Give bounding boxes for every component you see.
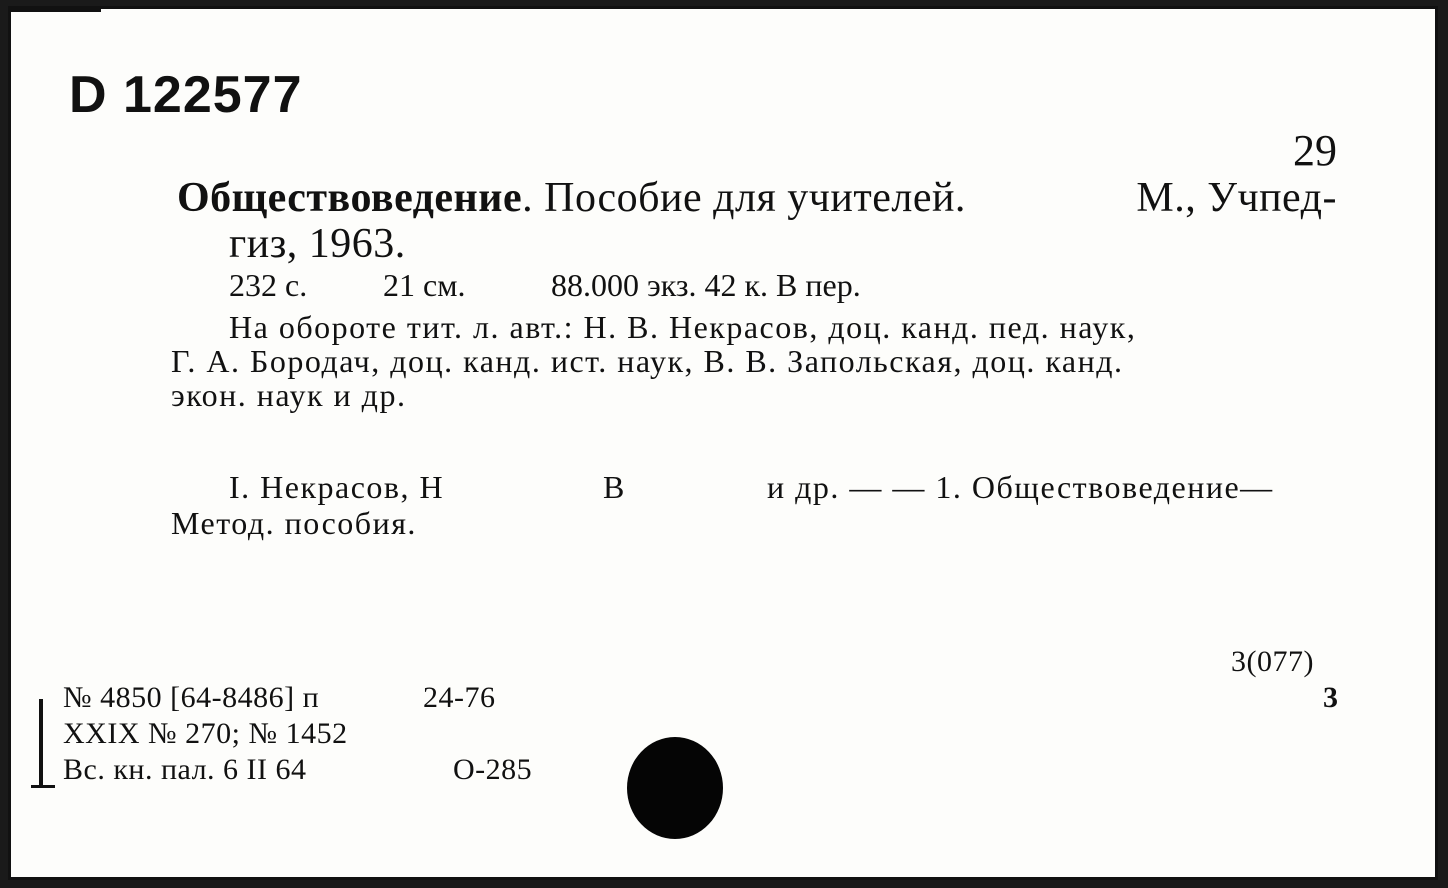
punch-hole xyxy=(627,737,723,839)
bracket-foot-mark xyxy=(31,785,55,788)
publisher-cont: гиз, 1963. xyxy=(229,221,406,267)
title-bold: Обществоведение xyxy=(177,175,523,221)
title-rest: . Пособие для учителей. xyxy=(522,175,966,221)
physical-copies-price: 88.000 экз. 42 к. В пер. xyxy=(551,267,861,303)
tracing-subject: и др. — — 1. Обществоведение— xyxy=(767,469,1274,505)
tracing-author: I. Некрасов, Н xyxy=(229,469,445,505)
shelf-mark: D 122577 xyxy=(69,66,303,124)
note-line-3: экон. наук и др. xyxy=(171,377,407,413)
tracing-line-2: Метод. пособия. xyxy=(171,505,417,541)
physical-pages: 232 с. xyxy=(229,267,308,303)
publisher: М., Учпед- xyxy=(1136,175,1337,221)
physical-size: 21 см. xyxy=(383,267,466,303)
note-line-1: На обороте тит. л. авт.: Н. В. Некрасов, доц. канд. пед. наук, xyxy=(229,309,1137,345)
footer-line-2: XXIX № 270; № 1452 xyxy=(63,717,348,750)
classification-code: 3(077) xyxy=(1231,645,1314,678)
catalog-card xyxy=(8,6,1438,880)
footer-line-3b: O-285 xyxy=(453,753,533,786)
note-line-2: Г. А. Бородач, доц. канд. ист. наук, В. В. Запольская, доц. канд. xyxy=(171,343,1124,379)
classification-sub: 3 xyxy=(1323,681,1339,714)
scan-edge-line xyxy=(11,9,101,12)
footer-line-3a: Вс. кн. пал. 6 II 64 xyxy=(63,753,307,786)
footer-line-1b: 24-76 xyxy=(423,681,496,714)
left-bracket-mark xyxy=(39,699,43,787)
title-line xyxy=(177,177,966,219)
footer-line-1a: № 4850 [64-8486] п xyxy=(63,681,320,714)
card-number: 29 xyxy=(1293,126,1337,175)
tracing-initial: В xyxy=(603,469,626,505)
